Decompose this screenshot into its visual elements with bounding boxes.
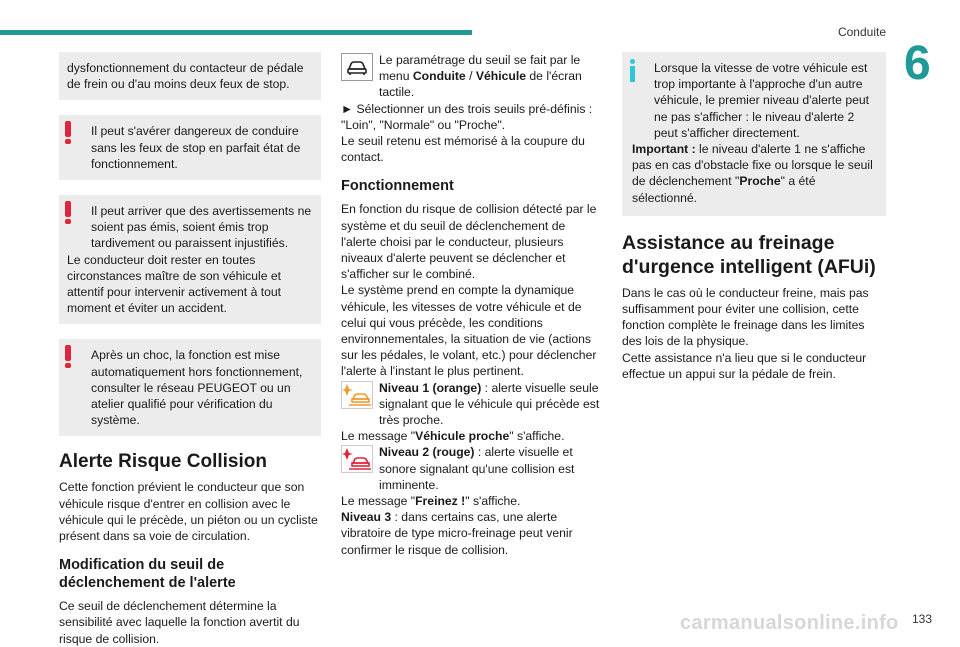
- alert-level-2: Niveau 2 (rouge) : alerte visuelle et sonore signalant qu'une collision est imminente.: [341, 444, 603, 493]
- paragraph: Cette fonction prévient le conducteur que son véhicule risque d'entrer en collision avec le véhicule qui le précède, un piéton ou un cycliste présent dans sa voie de circulation.: [59, 480, 318, 544]
- page-number: 133: [912, 612, 933, 626]
- info-icon: [629, 59, 635, 82]
- settings-instruction: Le paramétrage du seuil se fait par le menu Conduite / Véhicule de l'écran tactile.: [341, 52, 603, 101]
- section-title: Conduite: [837, 25, 886, 39]
- warning-text: Il peut arriver que des avertissements ne soient pas émis, soient émis trop tardivement ou paraissent injustifiés.: [91, 204, 312, 251]
- section-heading: Alerte Risque Collision: [59, 451, 267, 473]
- alert-level-3: Niveau 3 : dans certains cas, une alerte vibratoire de type micro-freinage peut venir confirmer le risque de collision.: [341, 510, 573, 557]
- warning-icon: [65, 345, 71, 367]
- subsection-heading: Modification du seuil de déclenchement de l'alerte: [59, 557, 236, 592]
- info-text: Important : le niveau d'alerte 1 ne s'affiche pas en cas d'obstacle fixe ou lorsque le seuil de déclenchement "Proche" a été sélectionné.: [632, 142, 873, 205]
- warning-box: [59, 115, 321, 180]
- instruction-step: ► Sélectionner un des trois seuils pré-définis : "Loin", "Normale" ou "Proche".: [341, 101, 593, 132]
- watermark: carmanualsonline.info: [680, 612, 899, 634]
- warning-text: Il peut s'avérer dangereux de conduire sans les feux de stop en parfait état de fonctionnement.: [91, 124, 301, 171]
- paragraph: Le système prend en compte la dynamique véhicule, les vitesses de votre véhicule et de celui qui vous précède, les conditions environnementales, la situation de vie (actions sur les pédales, le volant, etc.) pour déclencher l'alerte à l'instant le plus pertinent.: [341, 283, 597, 379]
- note-text: dysfonctionnement du contacteur de pédale de frein ou d'au moins deux feux de stop.: [67, 61, 304, 92]
- header-accent-bar: [0, 30, 472, 35]
- warning-icon: [65, 121, 71, 143]
- subsection-heading: Fonctionnement: [341, 178, 454, 195]
- warning-box: [59, 339, 321, 436]
- message-line: Le message "Freinez !" s'affiche.: [341, 494, 521, 509]
- warning-text: Après un choc, la fonction est mise automatiquement hors fonctionnement, consulter le réseau PEUGEOT ou un atelier qualifié pour vérification du système.: [91, 348, 303, 428]
- paragraph: Le seuil retenu est mémorisé à la coupure du contact.: [341, 134, 585, 165]
- column-left: [59, 52, 321, 647]
- paragraph: En fonction du risque de collision détecté par le système et du seuil de déclenchement de l'alerte choisi par le conducteur, plusieurs niveaux d'alerte peuvent se déclencher et s'afficher sur le combiné.: [341, 202, 597, 282]
- paragraph: Cette assistance n'a lieu que si le conducteur effectue un appui sur la pédale de frein.: [622, 350, 867, 381]
- message-line: Le message "Véhicule proche" s'affiche.: [341, 429, 565, 444]
- alert-level-1: Niveau 1 (orange) : alerte visuelle seule signalant que le véhicule qui précède est très proche.: [341, 380, 603, 429]
- collision-alert-red-icon: [341, 445, 373, 473]
- column-middle: [341, 52, 603, 558]
- warning-icon: [65, 201, 71, 223]
- paragraph: Dans le cas où le conducteur freine, mais pas suffisamment pour éviter une collision, cette fonction complète le freinage dans les limites des lois de la physique.: [622, 285, 869, 349]
- column-right: [622, 52, 886, 382]
- warning-box: [59, 195, 321, 324]
- warning-text: Le conducteur doit rester en toutes circonstances maître de son véhicule et attentif pour intervenir activement à tout moment et éviter un accident.: [67, 252, 282, 316]
- chapter-number: 6: [904, 37, 931, 90]
- note-box: [59, 52, 321, 100]
- collision-alert-orange-icon: [341, 381, 373, 409]
- section-heading: Assistance au freinage d'urgence intelligent (AFUi): [622, 231, 876, 278]
- paragraph: Ce seuil de déclenchement détermine la sensibilité avec laquelle la fonction avertit du risque de collision.: [59, 599, 300, 646]
- car-settings-icon: [341, 53, 373, 81]
- info-text: Lorsque la vitesse de votre véhicule est trop importante à l'approche d'un autre véhicule, le premier niveau d'alerte peut ne pas s'afficher : le niveau d'alerte 2 peut s'afficher directement.: [654, 61, 870, 140]
- info-box: [622, 52, 886, 216]
